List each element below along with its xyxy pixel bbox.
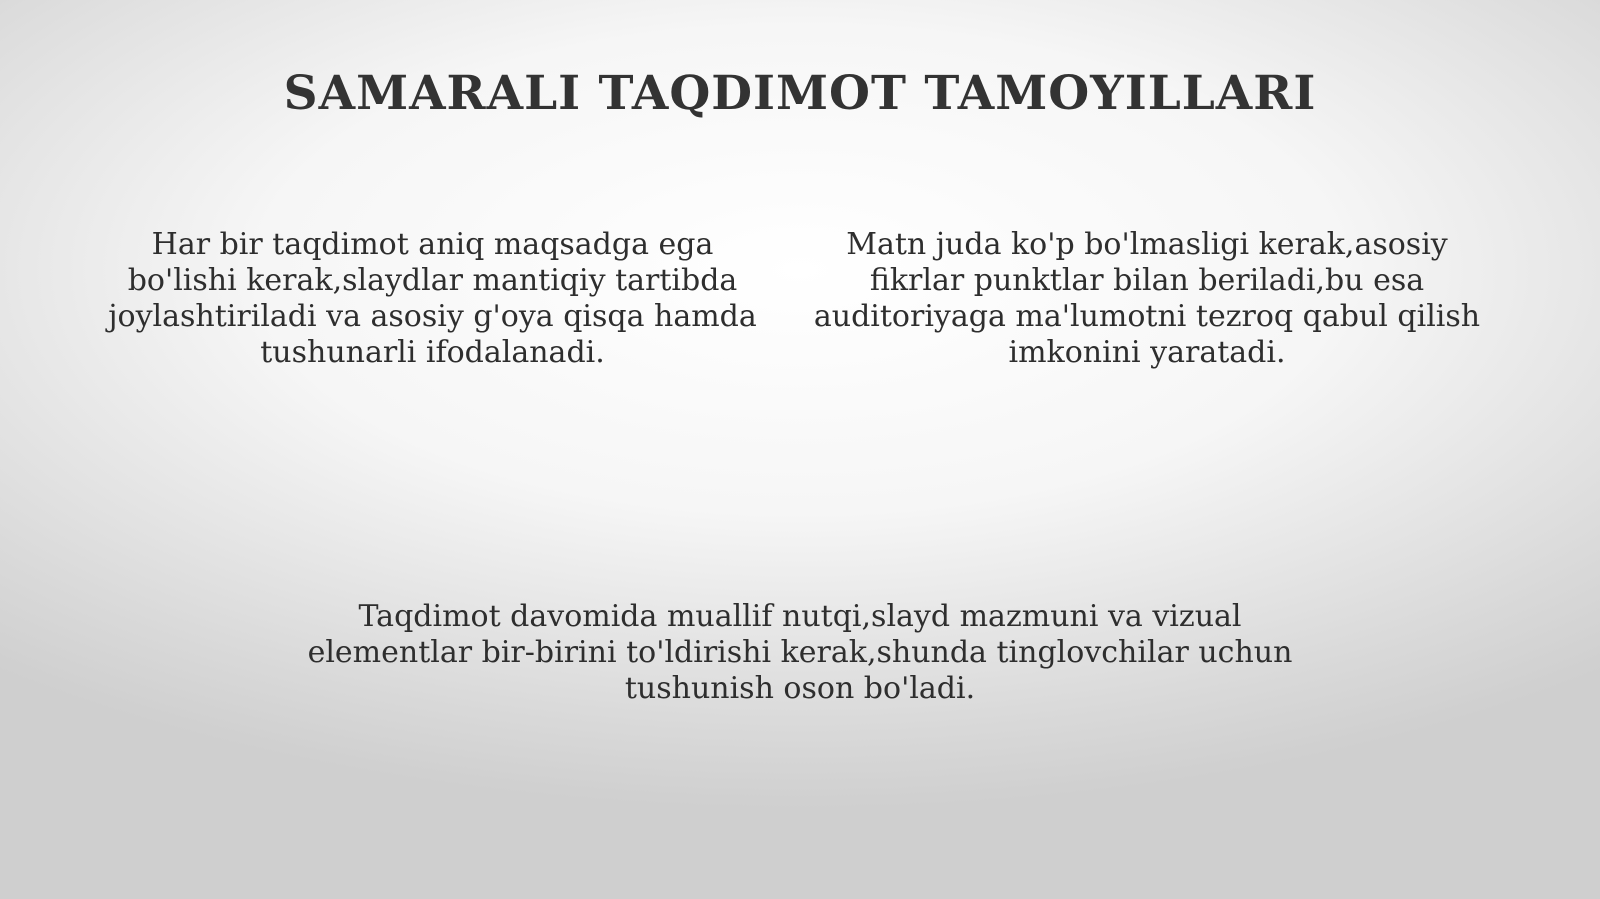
paragraph-left: Har bir taqdimot aniq maqsadga ega bo'lishi kerak,slaydlar mantiqiy tartibda joylashtiriladi va asosiy g'oya qisqa hamda tushunarli ifodalanadi. xyxy=(108,227,757,370)
paragraph-right: Matn juda ko'p bo'lmasligi kerak,asosiy fikrlar punktlar bilan beriladi,bu esa auditoriyaga ma'lumotni tezroq qabul qilish imkonini yaratadi. xyxy=(813,227,1481,370)
slide-title: SAMARALI TAQDIMOT TAMOYILLARI xyxy=(283,66,1317,121)
paragraph-bottom: Taqdimot davomida muallif nutqi,slayd mazmuni va vizual elementlar bir-birini to'ldirishi kerak,shunda tinglovchilar uchun tushunish oson bo'ladi. xyxy=(307,599,1293,706)
